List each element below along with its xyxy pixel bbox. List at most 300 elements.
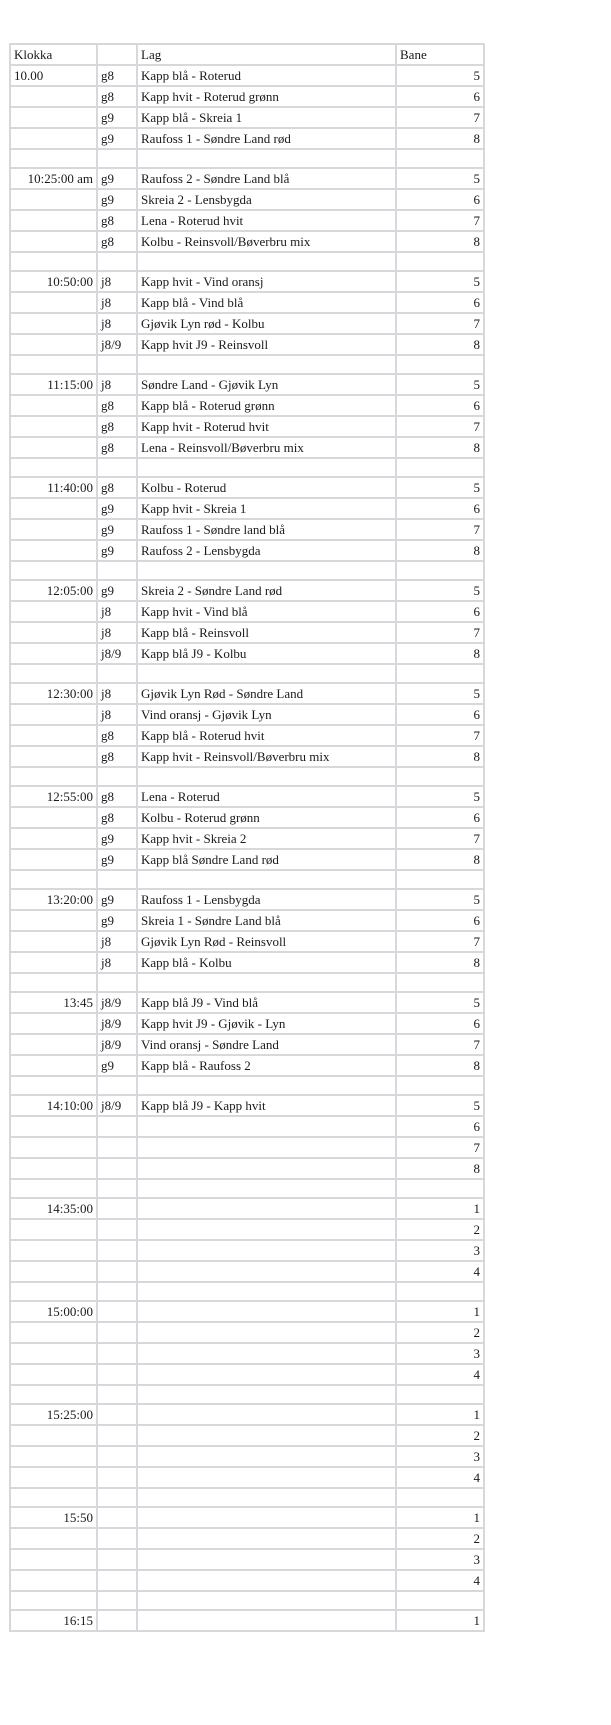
match-cell[interactable]: Lena - Reinsvoll/Bøverbru mix	[137, 437, 396, 458]
match-cell[interactable]: Kapp hvit J9 - Gjøvik - Lyn	[137, 1013, 396, 1034]
header-match[interactable]: Lag	[137, 44, 396, 65]
field-cell[interactable]: 1	[396, 1301, 484, 1322]
field-cell[interactable]: 8	[396, 334, 484, 355]
time-cell[interactable]	[10, 519, 97, 540]
field-cell[interactable]: 6	[396, 292, 484, 313]
time-cell[interactable]	[10, 1528, 97, 1549]
field-cell[interactable]: 3	[396, 1446, 484, 1467]
time-cell[interactable]	[10, 1467, 97, 1488]
match-cell[interactable]: Kapp hvit J9 - Reinsvoll	[137, 334, 396, 355]
field-cell[interactable]: 4	[396, 1570, 484, 1591]
time-cell[interactable]	[10, 395, 97, 416]
time-cell[interactable]	[10, 767, 97, 786]
match-cell[interactable]: Kapp hvit - Vind blå	[137, 601, 396, 622]
match-cell[interactable]	[137, 1385, 396, 1404]
division-cell[interactable]: g9	[97, 910, 137, 931]
division-cell[interactable]: g9	[97, 828, 137, 849]
time-cell[interactable]	[10, 1488, 97, 1507]
time-cell[interactable]	[10, 334, 97, 355]
match-cell[interactable]	[137, 1364, 396, 1385]
division-cell[interactable]: g8	[97, 786, 137, 807]
division-cell[interactable]	[97, 1364, 137, 1385]
match-cell[interactable]	[137, 1425, 396, 1446]
field-cell[interactable]: 6	[396, 86, 484, 107]
match-cell[interactable]	[137, 1610, 396, 1631]
field-cell[interactable]: 7	[396, 107, 484, 128]
time-cell[interactable]	[10, 973, 97, 992]
time-cell[interactable]	[10, 849, 97, 870]
field-cell[interactable]	[396, 1282, 484, 1301]
time-cell[interactable]	[10, 910, 97, 931]
match-cell[interactable]	[137, 1261, 396, 1282]
match-cell[interactable]	[137, 1240, 396, 1261]
time-cell[interactable]	[10, 355, 97, 374]
time-cell[interactable]	[10, 416, 97, 437]
time-cell[interactable]	[10, 1013, 97, 1034]
match-cell[interactable]	[137, 870, 396, 889]
division-cell[interactable]: j8	[97, 952, 137, 973]
time-cell[interactable]	[10, 704, 97, 725]
time-cell[interactable]	[10, 931, 97, 952]
division-cell[interactable]: g8	[97, 65, 137, 86]
time-cell[interactable]	[10, 86, 97, 107]
match-cell[interactable]: Kapp blå - Vind blå	[137, 292, 396, 313]
field-cell[interactable]: 5	[396, 992, 484, 1013]
match-cell[interactable]	[137, 1467, 396, 1488]
division-cell[interactable]	[97, 1591, 137, 1610]
match-cell[interactable]	[137, 1198, 396, 1219]
time-cell[interactable]	[10, 458, 97, 477]
time-cell[interactable]	[10, 952, 97, 973]
time-cell[interactable]	[10, 107, 97, 128]
time-cell[interactable]	[10, 231, 97, 252]
match-cell[interactable]: Raufoss 1 - Lensbygda	[137, 889, 396, 910]
time-cell[interactable]: 10:50:00	[10, 271, 97, 292]
division-cell[interactable]: j8/9	[97, 1095, 137, 1116]
time-cell[interactable]	[10, 313, 97, 334]
field-cell[interactable]: 5	[396, 1095, 484, 1116]
field-cell[interactable]: 5	[396, 271, 484, 292]
match-cell[interactable]: Skreia 2 - Søndre Land rød	[137, 580, 396, 601]
field-cell[interactable]: 6	[396, 395, 484, 416]
match-cell[interactable]	[137, 1404, 396, 1425]
time-cell[interactable]	[10, 437, 97, 458]
match-cell[interactable]: Lena - Roterud	[137, 786, 396, 807]
match-cell[interactable]	[137, 1488, 396, 1507]
division-cell[interactable]	[97, 1116, 137, 1137]
division-cell[interactable]	[97, 1301, 137, 1322]
division-cell[interactable]: g9	[97, 849, 137, 870]
time-cell[interactable]	[10, 1034, 97, 1055]
division-cell[interactable]: j8/9	[97, 992, 137, 1013]
time-cell[interactable]	[10, 1158, 97, 1179]
division-cell[interactable]	[97, 355, 137, 374]
time-cell[interactable]	[10, 1446, 97, 1467]
match-cell[interactable]: Kapp blå - Kolbu	[137, 952, 396, 973]
time-cell[interactable]	[10, 1116, 97, 1137]
match-cell[interactable]: Lena - Roterud hvit	[137, 210, 396, 231]
match-cell[interactable]: Gjøvik Lyn Rød - Reinsvoll	[137, 931, 396, 952]
field-cell[interactable]: 8	[396, 952, 484, 973]
match-cell[interactable]: Kapp hvit - Roterud hvit	[137, 416, 396, 437]
field-cell[interactable]: 6	[396, 1116, 484, 1137]
match-cell[interactable]	[137, 1116, 396, 1137]
field-cell[interactable]	[396, 1488, 484, 1507]
division-cell[interactable]	[97, 1240, 137, 1261]
field-cell[interactable]: 1	[396, 1198, 484, 1219]
time-cell[interactable]	[10, 1343, 97, 1364]
match-cell[interactable]	[137, 1570, 396, 1591]
match-cell[interactable]	[137, 1507, 396, 1528]
time-cell[interactable]	[10, 498, 97, 519]
match-cell[interactable]: Gjøvik Lyn Rød - Søndre Land	[137, 683, 396, 704]
match-cell[interactable]: Kapp blå - Raufoss 2	[137, 1055, 396, 1076]
field-cell[interactable]: 1	[396, 1507, 484, 1528]
match-cell[interactable]: Kolbu - Roterud	[137, 477, 396, 498]
division-cell[interactable]: j8	[97, 374, 137, 395]
match-cell[interactable]: Raufoss 1 - Søndre land blå	[137, 519, 396, 540]
division-cell[interactable]: g9	[97, 1055, 137, 1076]
field-cell[interactable]: 7	[396, 416, 484, 437]
match-cell[interactable]	[137, 973, 396, 992]
field-cell[interactable]: 5	[396, 683, 484, 704]
field-cell[interactable]: 7	[396, 725, 484, 746]
division-cell[interactable]: g8	[97, 725, 137, 746]
division-cell[interactable]: g9	[97, 128, 137, 149]
field-cell[interactable]: 5	[396, 374, 484, 395]
match-cell[interactable]	[137, 252, 396, 271]
field-cell[interactable]	[396, 252, 484, 271]
match-cell[interactable]: Gjøvik Lyn rød - Kolbu	[137, 313, 396, 334]
field-cell[interactable]: 3	[396, 1343, 484, 1364]
division-cell[interactable]	[97, 1343, 137, 1364]
division-cell[interactable]	[97, 561, 137, 580]
division-cell[interactable]	[97, 1570, 137, 1591]
match-cell[interactable]: Kapp hvit - Skreia 2	[137, 828, 396, 849]
time-cell[interactable]: 16:15	[10, 1610, 97, 1631]
field-cell[interactable]	[396, 973, 484, 992]
time-cell[interactable]	[10, 601, 97, 622]
field-cell[interactable]	[396, 767, 484, 786]
division-cell[interactable]: j8	[97, 622, 137, 643]
match-cell[interactable]: Kapp hvit - Skreia 1	[137, 498, 396, 519]
division-cell[interactable]: g8	[97, 86, 137, 107]
time-cell[interactable]	[10, 540, 97, 561]
match-cell[interactable]	[137, 1301, 396, 1322]
field-cell[interactable]: 5	[396, 889, 484, 910]
field-cell[interactable]	[396, 149, 484, 168]
field-cell[interactable]: 5	[396, 786, 484, 807]
match-cell[interactable]	[137, 1446, 396, 1467]
time-cell[interactable]	[10, 828, 97, 849]
division-cell[interactable]: g9	[97, 189, 137, 210]
field-cell[interactable]: 3	[396, 1240, 484, 1261]
match-cell[interactable]: Kapp blå Søndre Land rød	[137, 849, 396, 870]
division-cell[interactable]: g8	[97, 746, 137, 767]
time-cell[interactable]: 10.00	[10, 65, 97, 86]
field-cell[interactable]: 5	[396, 580, 484, 601]
division-cell[interactable]	[97, 1507, 137, 1528]
field-cell[interactable]: 7	[396, 519, 484, 540]
time-cell[interactable]: 14:35:00	[10, 1198, 97, 1219]
match-cell[interactable]	[137, 1343, 396, 1364]
field-cell[interactable]: 6	[396, 910, 484, 931]
field-cell[interactable]: 7	[396, 313, 484, 334]
time-cell[interactable]: 15:50	[10, 1507, 97, 1528]
division-cell[interactable]	[97, 1261, 137, 1282]
time-cell[interactable]	[10, 664, 97, 683]
time-cell[interactable]	[10, 1364, 97, 1385]
time-cell[interactable]	[10, 128, 97, 149]
time-cell[interactable]	[10, 189, 97, 210]
field-cell[interactable]	[396, 458, 484, 477]
time-cell[interactable]	[10, 1385, 97, 1404]
field-cell[interactable]: 5	[396, 65, 484, 86]
division-cell[interactable]	[97, 1549, 137, 1570]
division-cell[interactable]: j8	[97, 292, 137, 313]
division-cell[interactable]	[97, 1282, 137, 1301]
field-cell[interactable]: 5	[396, 168, 484, 189]
division-cell[interactable]	[97, 1322, 137, 1343]
match-cell[interactable]: Kapp hvit - Reinsvoll/Bøverbru mix	[137, 746, 396, 767]
field-cell[interactable]: 5	[396, 477, 484, 498]
match-cell[interactable]: Kolbu - Reinsvoll/Bøverbru mix	[137, 231, 396, 252]
time-cell[interactable]	[10, 1425, 97, 1446]
division-cell[interactable]	[97, 1179, 137, 1198]
division-cell[interactable]: g9	[97, 107, 137, 128]
field-cell[interactable]: 6	[396, 498, 484, 519]
time-cell[interactable]: 15:00:00	[10, 1301, 97, 1322]
division-cell[interactable]	[97, 973, 137, 992]
field-cell[interactable]	[396, 1179, 484, 1198]
division-cell[interactable]: j8	[97, 931, 137, 952]
field-cell[interactable]	[396, 870, 484, 889]
field-cell[interactable]: 6	[396, 704, 484, 725]
division-cell[interactable]: j8	[97, 601, 137, 622]
time-cell[interactable]	[10, 1137, 97, 1158]
field-cell[interactable]: 7	[396, 210, 484, 231]
field-cell[interactable]: 2	[396, 1528, 484, 1549]
match-cell[interactable]: Kolbu - Roterud grønn	[137, 807, 396, 828]
field-cell[interactable]: 7	[396, 622, 484, 643]
division-cell[interactable]: j8/9	[97, 1034, 137, 1055]
match-cell[interactable]: Kapp hvit - Vind oransj	[137, 271, 396, 292]
field-cell[interactable]	[396, 1076, 484, 1095]
time-cell[interactable]: 14:10:00	[10, 1095, 97, 1116]
match-cell[interactable]: Kapp blå - Skreia 1	[137, 107, 396, 128]
match-cell[interactable]	[137, 1591, 396, 1610]
division-cell[interactable]: g8	[97, 231, 137, 252]
division-cell[interactable]	[97, 1446, 137, 1467]
division-cell[interactable]	[97, 1425, 137, 1446]
time-cell[interactable]	[10, 807, 97, 828]
time-cell[interactable]: 12:30:00	[10, 683, 97, 704]
division-cell[interactable]: j8/9	[97, 643, 137, 664]
match-cell[interactable]	[137, 458, 396, 477]
field-cell[interactable]	[396, 1591, 484, 1610]
division-cell[interactable]: g9	[97, 519, 137, 540]
field-cell[interactable]	[396, 561, 484, 580]
division-cell[interactable]: g9	[97, 498, 137, 519]
time-cell[interactable]	[10, 1219, 97, 1240]
division-cell[interactable]	[97, 1528, 137, 1549]
time-cell[interactable]: 11:40:00	[10, 477, 97, 498]
field-cell[interactable]: 4	[396, 1364, 484, 1385]
division-cell[interactable]	[97, 1158, 137, 1179]
division-cell[interactable]: g8	[97, 807, 137, 828]
time-cell[interactable]: 10:25:00 am	[10, 168, 97, 189]
division-cell[interactable]	[97, 1610, 137, 1631]
match-cell[interactable]	[137, 1528, 396, 1549]
match-cell[interactable]	[137, 1282, 396, 1301]
field-cell[interactable]: 2	[396, 1322, 484, 1343]
division-cell[interactable]	[97, 1404, 137, 1425]
time-cell[interactable]	[10, 210, 97, 231]
division-cell[interactable]	[97, 252, 137, 271]
time-cell[interactable]	[10, 622, 97, 643]
field-cell[interactable]: 6	[396, 601, 484, 622]
time-cell[interactable]: 15:25:00	[10, 1404, 97, 1425]
field-cell[interactable]: 8	[396, 746, 484, 767]
division-cell[interactable]	[97, 1488, 137, 1507]
field-cell[interactable]: 7	[396, 1137, 484, 1158]
field-cell[interactable]: 2	[396, 1219, 484, 1240]
field-cell[interactable]: 8	[396, 540, 484, 561]
time-cell[interactable]	[10, 561, 97, 580]
field-cell[interactable]: 7	[396, 828, 484, 849]
division-cell[interactable]	[97, 870, 137, 889]
field-cell[interactable]: 3	[396, 1549, 484, 1570]
field-cell[interactable]: 8	[396, 643, 484, 664]
match-cell[interactable]: Kapp blå - Roterud grønn	[137, 395, 396, 416]
field-cell[interactable]	[396, 355, 484, 374]
division-cell[interactable]: g8	[97, 210, 137, 231]
match-cell[interactable]: Kapp blå - Roterud hvit	[137, 725, 396, 746]
field-cell[interactable]: 2	[396, 1425, 484, 1446]
match-cell[interactable]: Kapp blå - Reinsvoll	[137, 622, 396, 643]
field-cell[interactable]: 1	[396, 1610, 484, 1631]
match-cell[interactable]	[137, 561, 396, 580]
match-cell[interactable]	[137, 1219, 396, 1240]
time-cell[interactable]	[10, 643, 97, 664]
field-cell[interactable]: 7	[396, 931, 484, 952]
match-cell[interactable]	[137, 1137, 396, 1158]
match-cell[interactable]: Raufoss 2 - Lensbygda	[137, 540, 396, 561]
time-cell[interactable]: 11:15:00	[10, 374, 97, 395]
time-cell[interactable]	[10, 1055, 97, 1076]
match-cell[interactable]: Raufoss 2 - Søndre Land blå	[137, 168, 396, 189]
field-cell[interactable]: 8	[396, 128, 484, 149]
time-cell[interactable]	[10, 149, 97, 168]
match-cell[interactable]: Skreia 2 - Lensbygda	[137, 189, 396, 210]
match-cell[interactable]	[137, 1549, 396, 1570]
field-cell[interactable]	[396, 1385, 484, 1404]
field-cell[interactable]: 8	[396, 231, 484, 252]
division-cell[interactable]	[97, 1076, 137, 1095]
match-cell[interactable]: Vind oransj - Gjøvik Lyn	[137, 704, 396, 725]
division-cell[interactable]	[97, 149, 137, 168]
division-cell[interactable]: g9	[97, 580, 137, 601]
division-cell[interactable]	[97, 1137, 137, 1158]
time-cell[interactable]	[10, 252, 97, 271]
division-cell[interactable]: j8	[97, 683, 137, 704]
time-cell[interactable]	[10, 1282, 97, 1301]
field-cell[interactable]: 1	[396, 1404, 484, 1425]
division-cell[interactable]: g8	[97, 395, 137, 416]
time-cell[interactable]	[10, 1076, 97, 1095]
division-cell[interactable]: g8	[97, 416, 137, 437]
time-cell[interactable]	[10, 292, 97, 313]
header-time[interactable]: Klokka	[10, 44, 97, 65]
time-cell[interactable]	[10, 1549, 97, 1570]
time-cell[interactable]: 12:55:00	[10, 786, 97, 807]
division-cell[interactable]: g9	[97, 540, 137, 561]
time-cell[interactable]	[10, 1261, 97, 1282]
division-cell[interactable]: g8	[97, 437, 137, 458]
match-cell[interactable]: Skreia 1 - Søndre Land blå	[137, 910, 396, 931]
division-cell[interactable]	[97, 1219, 137, 1240]
time-cell[interactable]	[10, 1240, 97, 1261]
match-cell[interactable]: Kapp hvit - Roterud grønn	[137, 86, 396, 107]
field-cell[interactable]: 4	[396, 1467, 484, 1488]
time-cell[interactable]	[10, 870, 97, 889]
division-cell[interactable]	[97, 1198, 137, 1219]
division-cell[interactable]	[97, 458, 137, 477]
field-cell[interactable]: 8	[396, 437, 484, 458]
match-cell[interactable]	[137, 664, 396, 683]
division-cell[interactable]	[97, 1467, 137, 1488]
match-cell[interactable]: Vind oransj - Søndre Land	[137, 1034, 396, 1055]
time-cell[interactable]: 13:20:00	[10, 889, 97, 910]
match-cell[interactable]	[137, 1076, 396, 1095]
division-cell[interactable]: g8	[97, 477, 137, 498]
field-cell[interactable]: 6	[396, 189, 484, 210]
division-cell[interactable]: j8	[97, 271, 137, 292]
field-cell[interactable]: 8	[396, 849, 484, 870]
match-cell[interactable]	[137, 1179, 396, 1198]
division-cell[interactable]: j8/9	[97, 1013, 137, 1034]
time-cell[interactable]: 13:45	[10, 992, 97, 1013]
time-cell[interactable]: 12:05:00	[10, 580, 97, 601]
division-cell[interactable]: g9	[97, 168, 137, 189]
field-cell[interactable]	[396, 664, 484, 683]
field-cell[interactable]: 7	[396, 1034, 484, 1055]
match-cell[interactable]: Kapp blå J9 - Kapp hvit	[137, 1095, 396, 1116]
header-field[interactable]: Bane	[396, 44, 484, 65]
division-cell[interactable]: g9	[97, 889, 137, 910]
field-cell[interactable]: 8	[396, 1158, 484, 1179]
header-division[interactable]	[97, 44, 137, 65]
division-cell[interactable]	[97, 767, 137, 786]
division-cell[interactable]: j8	[97, 313, 137, 334]
time-cell[interactable]	[10, 725, 97, 746]
match-cell[interactable]: Søndre Land - Gjøvik Lyn	[137, 374, 396, 395]
field-cell[interactable]: 8	[396, 1055, 484, 1076]
field-cell[interactable]: 6	[396, 807, 484, 828]
match-cell[interactable]	[137, 149, 396, 168]
match-cell[interactable]: Kapp blå - Roterud	[137, 65, 396, 86]
match-cell[interactable]	[137, 1322, 396, 1343]
field-cell[interactable]: 6	[396, 1013, 484, 1034]
field-cell[interactable]: 4	[396, 1261, 484, 1282]
time-cell[interactable]	[10, 746, 97, 767]
division-cell[interactable]: j8/9	[97, 334, 137, 355]
match-cell[interactable]	[137, 355, 396, 374]
time-cell[interactable]	[10, 1322, 97, 1343]
time-cell[interactable]	[10, 1591, 97, 1610]
division-cell[interactable]	[97, 1385, 137, 1404]
match-cell[interactable]: Kapp blå J9 - Kolbu	[137, 643, 396, 664]
